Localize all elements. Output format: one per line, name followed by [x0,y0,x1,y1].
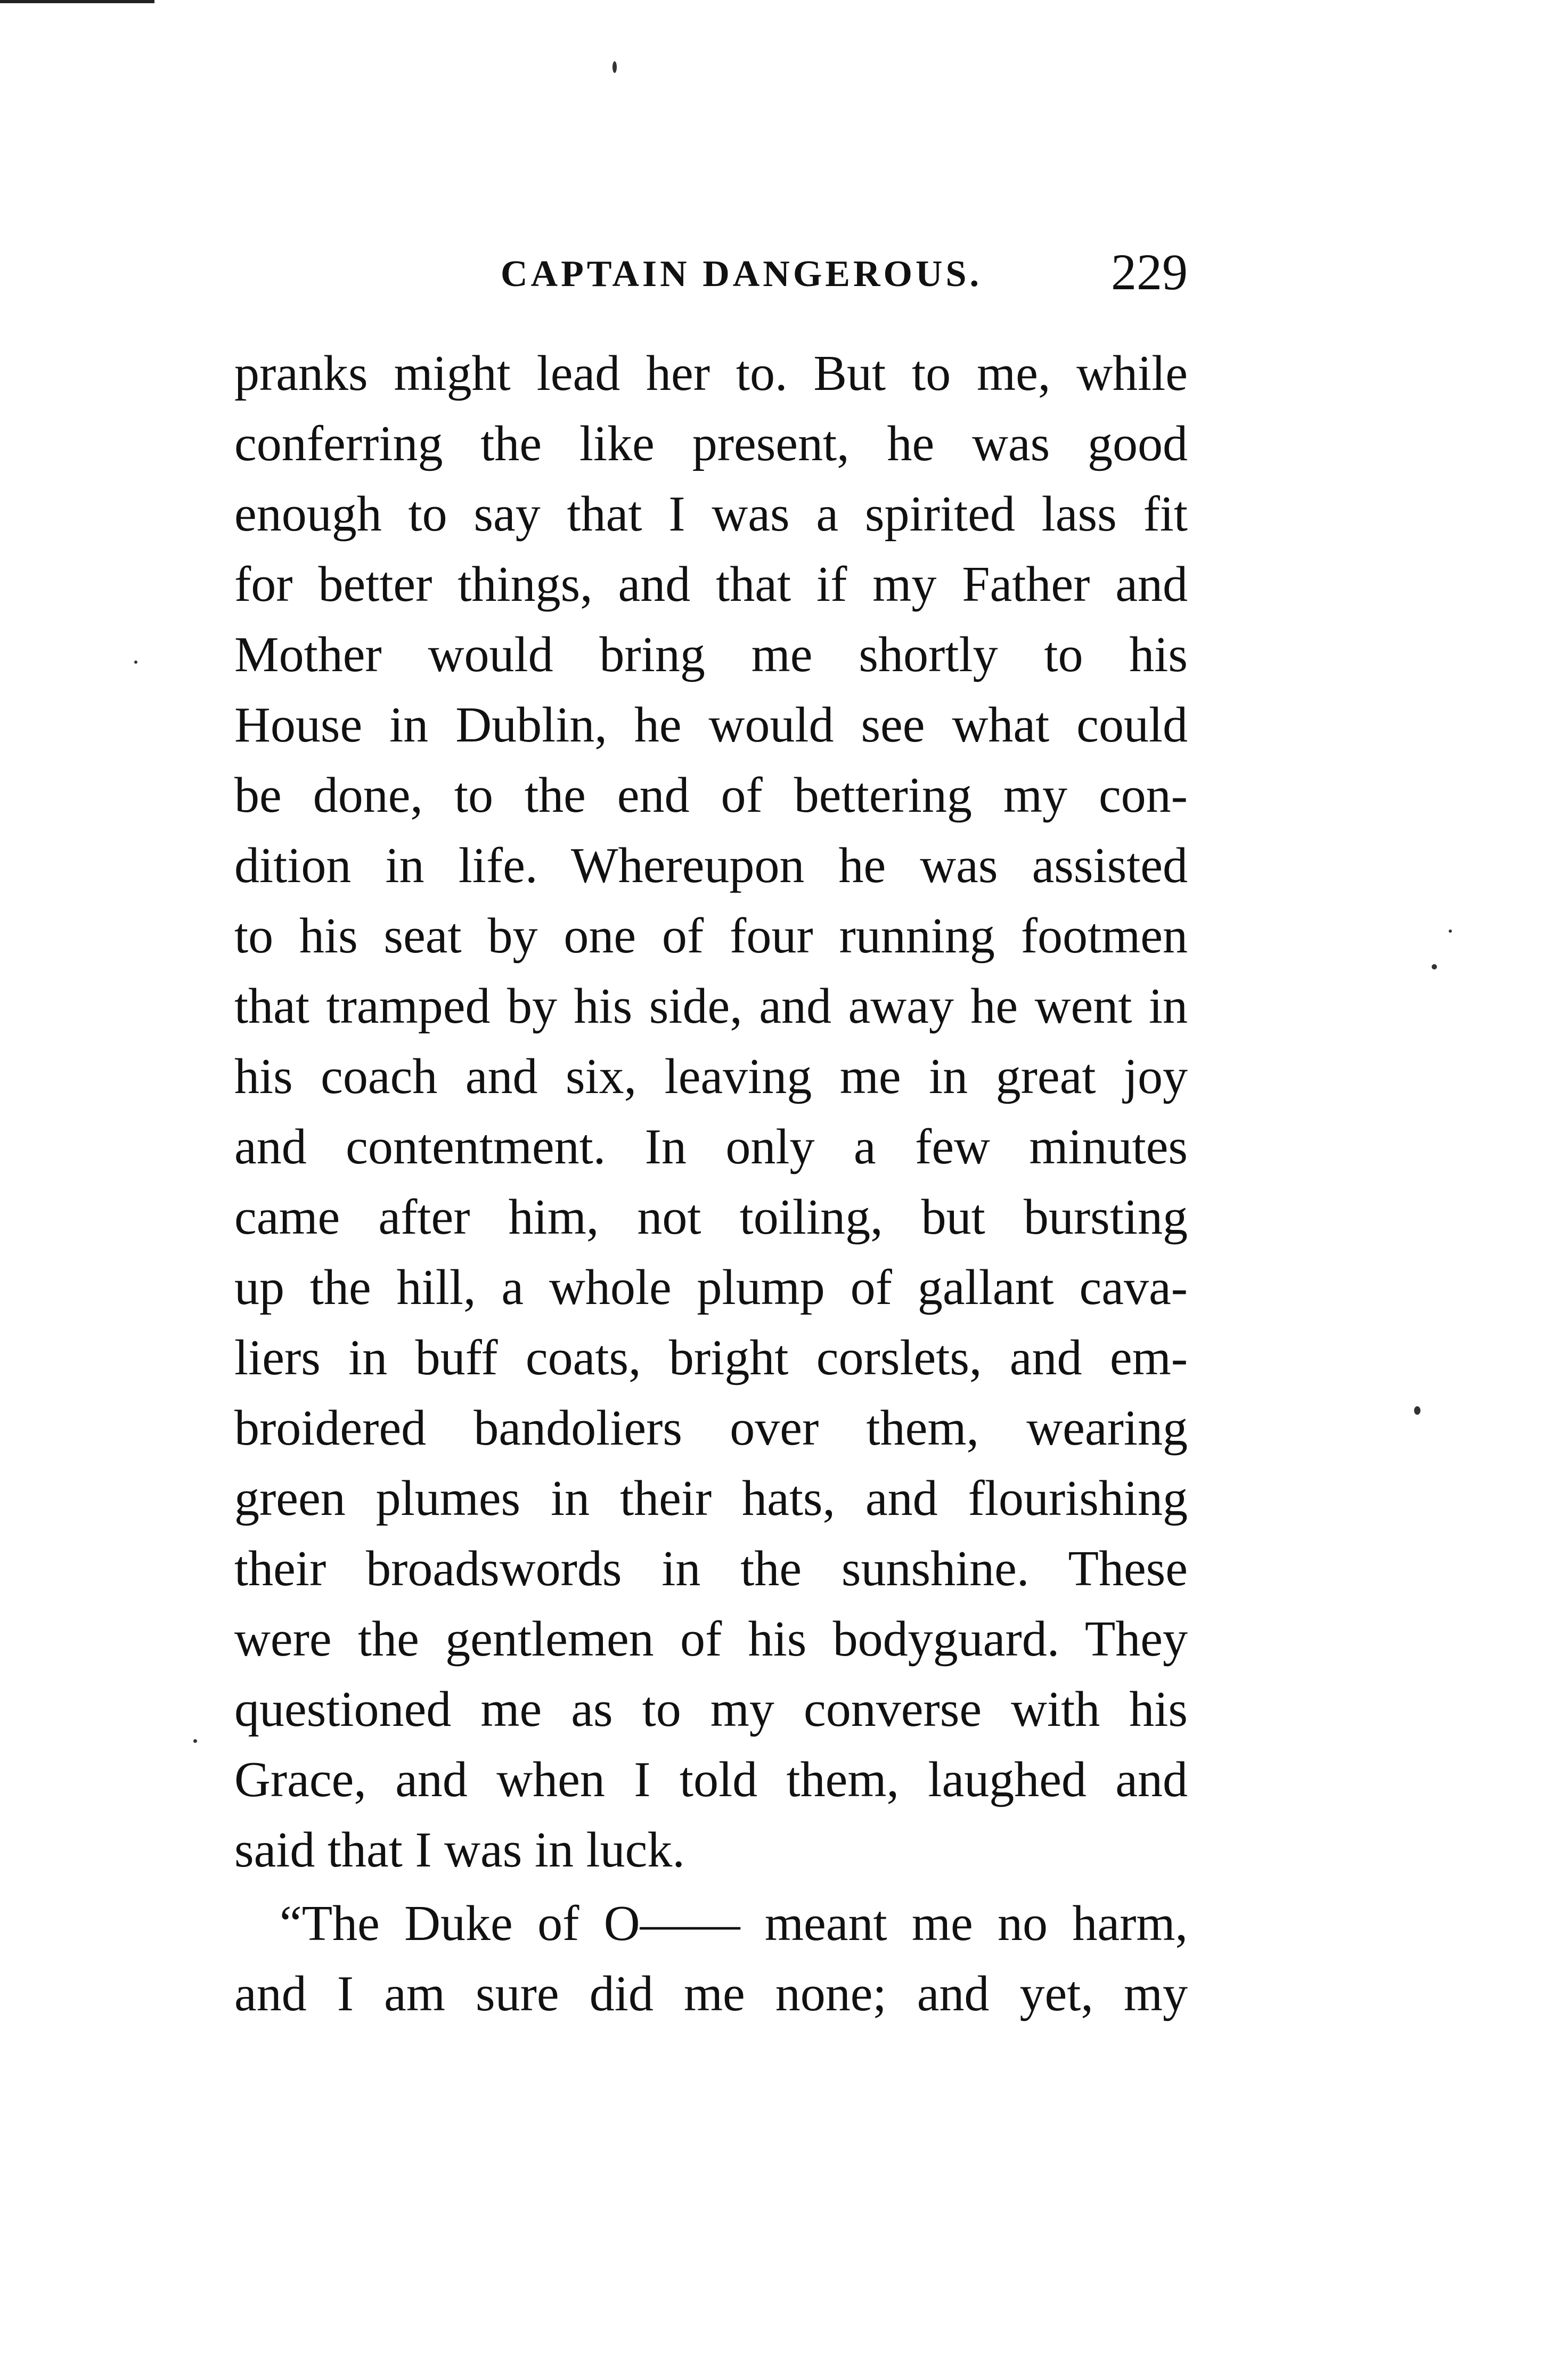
paragraph [234,1888,1188,2029]
text-line: were the gentlemen of his bodyguard. They [234,1611,1188,1667]
running-head [234,242,1188,301]
text-line: liers in buff coats, bright corslets, and em- [234,1330,1188,1385]
text-line: said that I was in luck. [234,1822,685,1878]
text-line: conferring the like present, he was good [234,416,1188,471]
text-line: enough to say that I was a spirited lass fit [234,486,1188,542]
text-line: “The Duke of O—— meant me no harm, [280,1896,1188,1951]
text-line: House in Dublin, he would see what could [234,697,1188,753]
text-line: questioned me as to my converse with his [234,1682,1188,1737]
scan-speck [1432,964,1437,969]
scan-speck [193,1739,197,1743]
text-line: and contentment. In only a few minutes [234,1119,1188,1175]
text-line: broidered bandoliers over them, wearing [234,1400,1188,1456]
text-line: Grace, and when I told them, laughed and [234,1752,1188,1807]
text-line: their broadswords in the sunshine. These [234,1541,1188,1596]
page-number: 229 [1111,243,1188,300]
text-line: green plumes in their hats, and flourishing [234,1471,1188,1526]
text-line: pranks might lead her to. But to me, while [234,346,1188,401]
running-title: CAPTAIN DANGEROUS. [501,254,982,295]
text-line: that tramped by his side, and away he went in [234,979,1188,1034]
text-line: and I am sure did me none; and yet, my [234,1966,1188,2021]
text-line: to his seat by one of four running footmen [234,908,1188,964]
scan-speck [612,61,617,73]
text-line: Mother would bring me shortly to his [234,627,1188,682]
scan-speck [1449,930,1452,933]
scan-speck [1414,1406,1420,1415]
scan-edge-mark [0,0,154,3]
text-line: his coach and six, leaving me in great joy [234,1049,1188,1104]
paragraph [234,338,1188,1885]
body-text [234,338,1188,2029]
text-line: up the hill, a whole plump of gallant cava- [234,1260,1188,1315]
text-line: for better things, and that if my Father and [234,557,1188,612]
text-line: be done, to the end of bettering my con- [234,768,1188,823]
text-line: came after him, not toiling, but bursting [234,1189,1188,1245]
scan-speck [134,661,137,664]
text-line: dition in life. Whereupon he was assisted [234,838,1188,893]
